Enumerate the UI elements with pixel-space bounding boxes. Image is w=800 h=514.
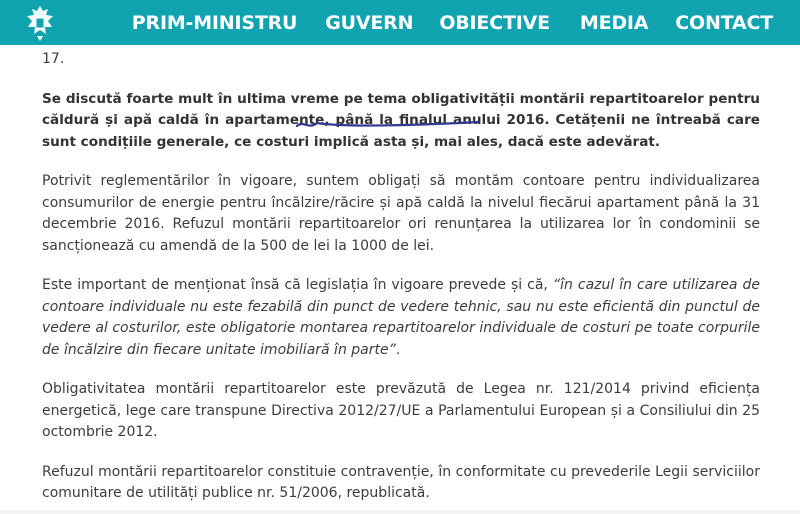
article-body: [42, 46, 760, 505]
item-number: 17.: [42, 51, 65, 67]
legislation-quote: “în cazul în care utilizarea de contoare individuale nu este fezabilă din punct de vedere tehnic, sau nu este eficientă din punctul de vedere al costurilor, este obligatorie montarea repartitoarelor individuale de costuri pe toate corpurile de încălzire din fiecare unitate imobiliară în parte”: [42, 277, 760, 358]
nav-prim-ministru[interactable]: PRIM-MINISTRU: [131, 11, 298, 34]
paragraph-legislation-start: Este important de menționat însă că legislația în vigoare prevede și că,: [42, 277, 553, 293]
intro-question: Se discută foarte mult în ultima vreme pe tema obligativității montării repartitoarelor pentru căldură și apă caldă în apartamente, până la finalul anului 2016. Cetățenii ne întreabă care sunt condițiile generale, ce costuri implică asta și, mai ales, dacă este adevărat.: [42, 90, 760, 150]
paragraph-regulations: Potrivit reglementărilor în vigoare, suntem obligați să montăm contoare pentru individualizarea consumurilor de energie pentru încălzire/răcire și apă caldă la nivelul fiecărui apartament până la 31 decembrie 2016. Refuzul montării repartitoarelor ori renunțarea la utilizarea lor în condominii se sancționează cu amendă de la 500 de lei la 1000 de lei.: [42, 173, 760, 254]
paragraph-law: Obligativitatea montării repartitoarelor este prevăzută de Legea nr. 121/2014 privind eficiența energetică, lege care transpune Directiva 2012/27/UE a Parlamentului European și a Consiliului din 25 octombrie 2012.: [42, 381, 760, 440]
romanian-coat-of-arms-icon[interactable]: [20, 0, 60, 45]
nav-media[interactable]: MEDIA: [579, 11, 649, 34]
main-menu: [132, 0, 800, 45]
page-bottom-edge: [0, 510, 800, 514]
paragraph-legislation-end: .: [395, 341, 401, 358]
nav-guvern[interactable]: GUVERN: [325, 11, 414, 34]
paragraph-contravention: Refuzul montării repartitoarelor constituie contravenție, în conformitate cu prevederile Legii serviciilor comunitare de utilități publice nr. 51/2006, republicată.: [42, 463, 760, 501]
nav-contact[interactable]: CONTACT: [675, 11, 773, 34]
paragraph-legislation: [42, 275, 760, 361]
top-navbar: [0, 0, 800, 45]
nav-obiective[interactable]: OBIECTIVE: [439, 11, 550, 34]
